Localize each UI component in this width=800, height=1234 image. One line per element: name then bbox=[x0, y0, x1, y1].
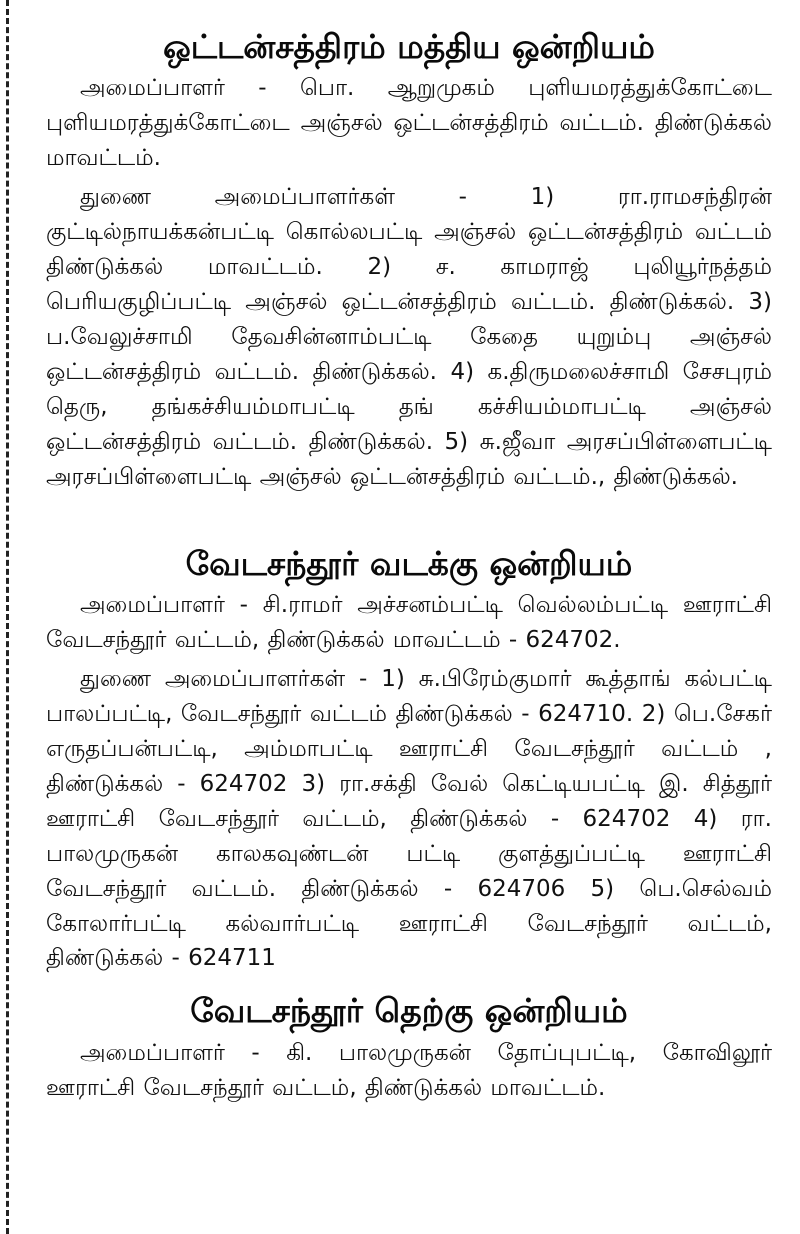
document-page bbox=[46, 0, 772, 1106]
section-title: ஒட்டன்சத்திரம் மத்திய ஒன்றியம் bbox=[163, 27, 655, 66]
organizer-paragraph: அமைப்பாளர் - சி.ராமர் அச்சனம்பட்டி வெல்லம்பட்டி ஊராட்சி வேடசந்தூர் வட்டம், திண்டுக்கல் மாவட்டம் - 624702. bbox=[46, 591, 772, 653]
dashed-cut-line bbox=[6, 0, 9, 1234]
organizer-paragraph: அமைப்பாளர் - பொ. ஆறுமுகம் புளியமரத்துக்கோட்டை புளியமரத்துக்கோட்டை அஞ்சல் ஒட்டன்சத்திரம் வட்டம். திண்டுக்கல் மாவட்டம். bbox=[46, 75, 772, 172]
organizer-paragraph: அமைப்பாளர் - கி. பாலமுருகன் தோப்புபட்டி, கோவிலூர் ஊராட்சி வேடசந்தூர் வட்டம், திண்டுக்கல் மாவட்டம். bbox=[46, 1039, 772, 1101]
section-title: வேடசந்தூர் தெற்கு ஒன்றியம் bbox=[190, 991, 628, 1031]
deputy-organizers-paragraph: துணை அமைப்பாளர்கள் - 1) சு.பிரேம்குமார் கூத்தாங் கல்பட்டி பாலப்பட்டி, வேடசந்தூர் வட்டம் திண்டுக்கல் - 624710. 2) பெ.சேகர் எருதப்பன்பட்டி, அம்மாபட்டி ஊராட்சி வேடசந்தூர் வட்டம் , திண்டுக்கல் - 624702 3) ரா.சக்தி வேல் கெட்டியபட்டி இ. சித்தூர் ஊராட்சி வேடசந்தூர் வட்டம், திண்டுக்கல் - 624702 4) ரா. பாலமுருகன் காலகவுண்டன் பட்டி குளத்துப்பட்டி ஊராட்சி வேடசந்தூர் வட்டம். திண்டுக்கல் - 624706 5) பெ.செல்வம் கோலார்பட்டி கல்வார்பட்டி ஊராட்சி வேடசந்தூர் வட்டம், திண்டுக்கல் - 624711 bbox=[46, 665, 772, 972]
deputy-organizers-paragraph: துணை அமைப்பாளர்கள் - 1) ரா.ராமசந்திரன் குட்டில்நாயக்கன்பட்டி கொல்லபட்டி அஞ்சல் ஒட்டன்சத்திரம் வட்டம் திண்டுக்கல் மாவட்டம். 2) ச. காமராஜ் புலியூர்நத்தம் பெரியகுழிப்பட்டி அஞ்சல் ஒட்டன்சத்திரம் வட்டம். திண்டுக்கல். 3) ப.வேலுச்சாமி தேவசின்னாம்பட்டி கேதை யுறும்பு அஞ்சல் ஒட்டன்சத்திரம் வட்டம். திண்டுக்கல். 4) க.திருமலைச்சாமி சேசபுரம் தெரு, தங்கச்சியம்மாபட்டி தங் கச்சியம்மாபட்டி அஞ்சல் ஒட்டன்சத்திரம் வட்டம். திண்டுக்கல். 5) சு.ஜீவா அரசப்பிள்ளைபட்டி அரசப்பிள்ளைபட்டி அஞ்சல் ஒட்டன்சத்திரம் வட்டம்., திண்டுக்கல். bbox=[46, 184, 772, 490]
section-vedasandur-south bbox=[46, 990, 772, 1105]
section-title: வேடசந்தூர் வடக்கு ஒன்றியம் bbox=[185, 543, 633, 583]
section-vedasandur-north bbox=[46, 543, 772, 977]
section-ottanchathiram-central bbox=[46, 26, 772, 495]
